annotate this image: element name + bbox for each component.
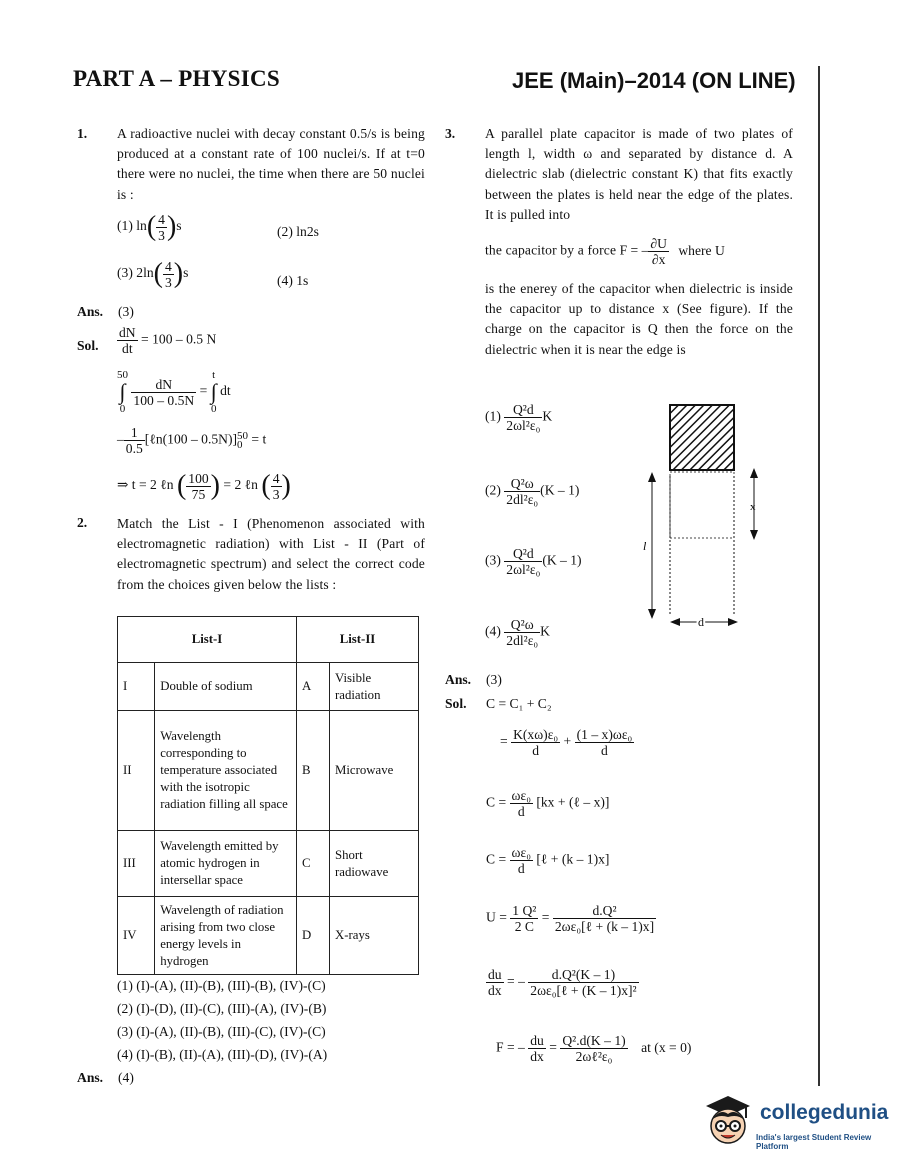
dielectric-slab bbox=[670, 405, 734, 470]
q1-sol2-lower: 0 bbox=[119, 403, 126, 415]
list-1-header: List-I bbox=[118, 617, 297, 663]
slab-path-outline bbox=[670, 472, 734, 538]
q3-s2-num2: (1 – x)ωε₀ bbox=[576, 727, 633, 742]
q1-sol3-den: 0.5 bbox=[125, 441, 143, 456]
q3-force-num: ∂U bbox=[650, 236, 667, 251]
q3-s6-num1: du bbox=[488, 967, 502, 982]
q3-sol-line-2 bbox=[500, 727, 634, 758]
q3-s5-num2: d.Q² bbox=[553, 903, 656, 919]
row-phenomenon: Wavelength corresponding to temperature associated with the isotropic radiation filling all space bbox=[155, 711, 297, 831]
collegedunia-mascot-icon bbox=[700, 1094, 756, 1150]
q3-force-line bbox=[485, 236, 725, 267]
q1-sol-line-3 bbox=[117, 425, 266, 456]
q1-answer-label: Ans. bbox=[77, 304, 104, 319]
q2-answer-label: Ans. bbox=[77, 1070, 104, 1085]
q1-option-1-label: (1) bbox=[117, 218, 133, 234]
q3-option-2 bbox=[485, 476, 579, 507]
q1-sol4-mid: = 2 ℓn bbox=[223, 477, 258, 493]
q3-force-den: ∂x bbox=[651, 252, 666, 267]
row-roman: III bbox=[118, 831, 155, 897]
question-2-text: Match the List - I (Phenomenon associated with electromagnetic radiation) with List - II (Part of electromagnetic spectrum) and select the correct code from the choices given below the lists : bbox=[117, 516, 425, 592]
q1-sol2-upper: 50 bbox=[117, 369, 128, 381]
q3-s7-lhs: F = – bbox=[496, 1039, 525, 1055]
q1-option-1-ln: ln bbox=[136, 218, 147, 234]
question-3-text-1: A parallel plate capacitor is made of two plates of length l, width ω and separated by distance d. A dielectric slab (dielectric constant K) that fits exactly between the plates is held near the edge of the plates. It is pulled into bbox=[485, 126, 793, 222]
q3-s6-eq: = – bbox=[507, 973, 525, 989]
q1-sol3-sub: 0 bbox=[237, 438, 243, 451]
d-arrow-head-left bbox=[670, 618, 680, 626]
q3-s3-rhs: [kx + (ℓ – x)] bbox=[536, 794, 610, 810]
row-letter: B bbox=[297, 711, 330, 831]
q3-s3-den: d bbox=[517, 804, 525, 819]
row-letter: A bbox=[297, 663, 330, 711]
q1-sol1-rhs: = 100 – 0.5 N bbox=[141, 331, 217, 347]
q3-option-2-num: Q²ω bbox=[504, 476, 540, 492]
q3-option-4-den: 2dl²ε₀ bbox=[506, 633, 539, 648]
header-divider bbox=[818, 66, 820, 1086]
q2-answer-value: (4) bbox=[118, 1070, 134, 1085]
q2-option: (2) (I)-(D), (II)-(C), (III)-(A), (IV)-(B) bbox=[117, 1001, 327, 1016]
row-roman: II bbox=[118, 711, 155, 831]
q1-option-2: (2) ln2s bbox=[277, 224, 319, 239]
q1-sol1-num: dN bbox=[119, 325, 136, 340]
q3-s2-eq: = bbox=[500, 733, 508, 749]
q1-sol-line-2 bbox=[117, 370, 231, 414]
integral-sign-2: ∫ bbox=[210, 379, 217, 404]
q3-sol-line-6 bbox=[486, 967, 639, 998]
q1-sol4-num1: 100 bbox=[188, 470, 209, 486]
q1-option-1-unit: s bbox=[176, 218, 182, 234]
row-phenomenon: Wavelength of radiation arising from two close energy levels in hydrogen bbox=[155, 897, 297, 975]
q3-force-text: the capacitor by a force bbox=[485, 242, 617, 258]
q1-option-3: (3) 2ln( $\frac{4}{3}$ )s bbox=[117, 258, 189, 290]
q3-s5-lhs: U = bbox=[486, 909, 507, 925]
q1-solution-label: Sol. bbox=[77, 338, 99, 353]
q3-s5-den1: 2 C bbox=[514, 919, 534, 934]
row-letter: C bbox=[297, 831, 330, 897]
row-spectrum-part: X-rays bbox=[330, 897, 419, 975]
logo-tagline: India's largest Student Review Platform bbox=[756, 1133, 872, 1151]
q1-option-3-num: 4 bbox=[164, 258, 172, 274]
q3-s4-num: ωε₀ bbox=[511, 845, 531, 860]
q1-option-3-den: 3 bbox=[164, 274, 172, 290]
x-arrow-head-down bbox=[750, 530, 758, 540]
q1-sol-line-1 bbox=[117, 325, 216, 356]
row-phenomenon: Wavelength emitted by atomic hydrogen in intersellar space bbox=[155, 831, 297, 897]
row-spectrum-part: Short radiowave bbox=[330, 831, 419, 897]
question-1-text: A radioactive nuclei with decay constant 0.5/s is being produced at a constant rate of 100 nuclei/s. If at t=0 there were no nuclei, the time when there are 50 nuclei is : bbox=[117, 126, 425, 202]
row-letter: D bbox=[297, 897, 330, 975]
q3-s3-lhs: C = bbox=[486, 794, 507, 810]
logo-wordmark: collegedunia bbox=[760, 1101, 889, 1124]
q3-s5-den2: 2ωε₀[ℓ + (k – 1)x] bbox=[554, 919, 655, 934]
q1-sol2-den: 100 – 0.5N bbox=[133, 392, 195, 408]
q3-force-post: where U bbox=[678, 242, 725, 258]
q1-option-3-ln: 2ln bbox=[136, 265, 154, 281]
fig-label-l: l bbox=[643, 539, 647, 553]
question-3-text-2: is the enerey of the capacitor when dielectric is inside the capacitor up to distance x (See figure). If the charge on the capacitor is Q then the force on the dielectric when it is near the edge is bbox=[485, 281, 793, 357]
q2-options bbox=[117, 974, 327, 1066]
q3-option-4-post: K bbox=[540, 623, 550, 639]
table-row bbox=[118, 831, 419, 897]
q1-option-4: (4) 1s bbox=[277, 273, 309, 288]
question-number-2: 2. bbox=[77, 515, 88, 530]
question-number-1: 1. bbox=[77, 126, 88, 141]
q3-option-1-num: Q²d bbox=[504, 402, 542, 418]
fig-label-d: d bbox=[698, 615, 704, 629]
q3-sol-line-3 bbox=[486, 788, 609, 819]
q2-option: (1) (I)-(A), (II)-(B), (III)-(B), (IV)-(C) bbox=[117, 978, 326, 993]
q1-sol3-minus: – bbox=[117, 431, 124, 447]
q3-s2-plus: + bbox=[563, 733, 572, 749]
q1-option-3-label: (3) bbox=[117, 265, 133, 281]
q3-sol-line-7 bbox=[496, 1033, 691, 1064]
q1-option-1: (1) ln( $\frac{4}{3}$ )s bbox=[117, 211, 182, 243]
match-table bbox=[117, 616, 419, 975]
q3-s7-num2: Q².d(K – 1) bbox=[562, 1033, 626, 1048]
q1-sol4-pre: ⇒ t = 2 ℓn bbox=[117, 477, 174, 493]
question-number-3: 3. bbox=[445, 126, 456, 141]
table-row bbox=[118, 897, 419, 975]
row-phenomenon: Double of sodium bbox=[155, 663, 297, 711]
arrow-head-down bbox=[648, 609, 656, 619]
q1-sol3-sup: 50 bbox=[237, 429, 249, 442]
q3-option-3-post: (K – 1) bbox=[542, 552, 582, 568]
row-spectrum-part: Microwave bbox=[330, 711, 419, 831]
row-roman: I bbox=[118, 663, 155, 711]
q1-sol2-eq: = bbox=[199, 383, 208, 399]
row-roman: IV bbox=[118, 897, 155, 975]
q3-option-3-label: (3) bbox=[485, 552, 501, 568]
q1-answer-value: (3) bbox=[118, 304, 134, 319]
q3-s7-eq: = bbox=[549, 1039, 557, 1055]
part-title: PART A – PHYSICS bbox=[73, 66, 280, 91]
table-row bbox=[118, 663, 419, 711]
q3-s7-den2: 2ωℓ²ε₀ bbox=[575, 1049, 613, 1064]
q3-answer-value: (3) bbox=[486, 672, 502, 687]
q3-s3-num: ωε₀ bbox=[511, 788, 531, 803]
q1-sol1-den: dt bbox=[122, 341, 133, 356]
q1-sol4-den2: 3 bbox=[272, 486, 280, 502]
fig-label-x: x bbox=[750, 501, 756, 513]
q3-s5-eq: = bbox=[541, 909, 550, 925]
q1-sol-line-4: ⇒ t = 2 ℓn ( $\frac{100}{75}$ ) = 2 ℓn ( $\frac{4}{3}$ ) bbox=[117, 470, 291, 502]
q3-s7-post: at (x = 0) bbox=[641, 1039, 692, 1055]
table-row bbox=[118, 711, 419, 831]
q3-option-3-num: Q²d bbox=[504, 546, 542, 562]
q3-option-4-label: (4) bbox=[485, 623, 501, 639]
q3-s4-den: d bbox=[517, 861, 525, 876]
q3-option-3-den: 2ωl²ε₀ bbox=[506, 562, 541, 577]
q3-sol-line-4 bbox=[486, 845, 609, 876]
q3-s2-den2: d bbox=[601, 743, 608, 758]
match-table-header bbox=[118, 617, 419, 663]
q1-sol3-rhs: = t bbox=[251, 431, 267, 447]
q3-option-1-post: K bbox=[542, 408, 553, 424]
x-arrow-head-up bbox=[750, 468, 758, 478]
q1-sol2-lower-t: 0 bbox=[210, 403, 217, 415]
q3-option-4 bbox=[485, 617, 550, 648]
q1-sol3-num: 1 bbox=[124, 425, 145, 441]
arrow-head-up bbox=[648, 472, 656, 482]
q1-option-1-den: 3 bbox=[158, 227, 165, 243]
q3-option-1-den: 2ωl²ε₀ bbox=[506, 418, 541, 433]
q3-s4-lhs: C = bbox=[486, 851, 507, 867]
exam-title: JEE (Main)–2014 (ON LINE) bbox=[512, 68, 796, 93]
q1-option-1-num: 4 bbox=[158, 211, 165, 227]
q3-sol-line-5 bbox=[486, 903, 656, 934]
q3-option-1 bbox=[485, 402, 552, 433]
q3-s2-num1: K(xω)ε₀ bbox=[513, 727, 559, 742]
q3-force-lhs: F = – bbox=[619, 242, 649, 258]
q3-s7-den1: dx bbox=[530, 1049, 544, 1064]
q2-option: (4) (I)-(B), (II)-(A), (III)-(D), (IV)-(A) bbox=[117, 1047, 328, 1062]
q3-option-1-label: (1) bbox=[485, 408, 501, 424]
q3-option-3 bbox=[485, 546, 582, 577]
q3-s6-den2: 2ωε₀[ℓ + (K – 1)x]² bbox=[530, 983, 637, 998]
q1-sol2-upper-t: t bbox=[212, 369, 216, 381]
q1-sol4-num2: 4 bbox=[272, 470, 280, 486]
q1-sol2-num: dN bbox=[131, 377, 196, 393]
q3-s7-num1: du bbox=[530, 1033, 544, 1048]
integral-sign: ∫ bbox=[119, 379, 126, 404]
q3-option-2-label: (2) bbox=[485, 482, 501, 498]
q3-option-4-num: Q²ω bbox=[504, 617, 540, 633]
q3-s2-den1: d bbox=[532, 743, 539, 758]
q3-option-2-den: 2dl²ε₀ bbox=[506, 492, 539, 507]
q3-s4-rhs: [ℓ + (k – 1)x] bbox=[536, 851, 610, 867]
q1-sol3-expr: [ℓn(100 – 0.5N)] bbox=[144, 431, 238, 447]
q3-s6-den1: dx bbox=[488, 983, 502, 998]
q3-sol-line-1: C = C₁ + C₂ bbox=[486, 696, 552, 711]
d-arrow-head-right bbox=[728, 618, 738, 626]
row-spectrum-part: Visible radiation bbox=[330, 663, 419, 711]
capacitor-figure bbox=[640, 400, 770, 635]
q3-option-2-post: (K – 1) bbox=[540, 482, 580, 498]
q2-option: (3) (I)-(A), (II)-(B), (III)-(C), (IV)-(C) bbox=[117, 1024, 326, 1039]
q1-sol2-dt: dt bbox=[220, 383, 231, 399]
q1-sol4-den1: 75 bbox=[191, 486, 206, 502]
q3-answer-label: Ans. bbox=[445, 672, 472, 687]
q1-option-3-unit: s bbox=[183, 265, 189, 281]
list-2-header: List-II bbox=[297, 617, 419, 663]
q3-solution-label: Sol. bbox=[445, 696, 467, 711]
q3-s5-num1: 1 Q² bbox=[512, 903, 537, 918]
q3-s6-num2: d.Q²(K – 1) bbox=[528, 967, 638, 983]
